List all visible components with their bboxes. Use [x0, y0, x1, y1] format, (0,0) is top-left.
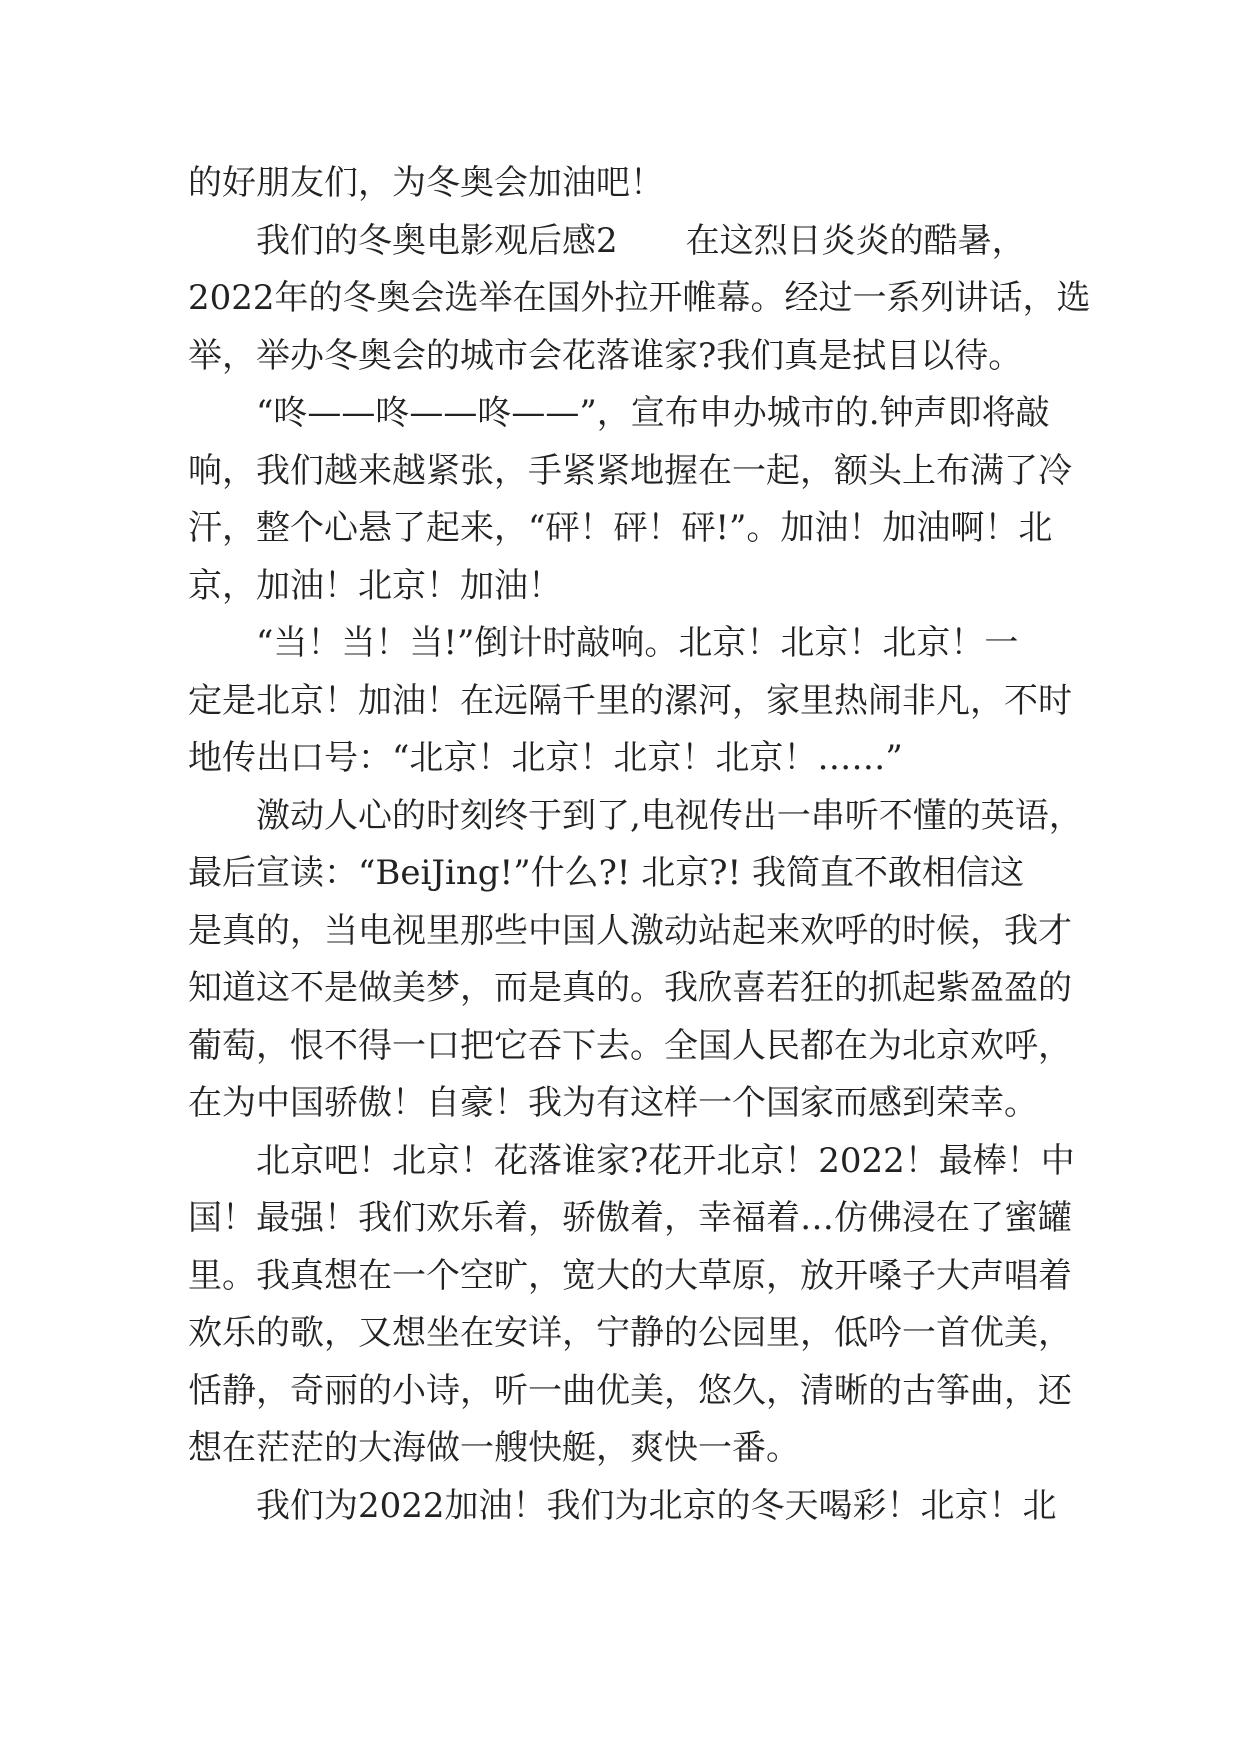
text-line: 知道这不是做美梦，而是真的。我欣喜若狂的抓起紫盈盈的: [188, 968, 1072, 1008]
text-line: 最后宣读：“BeiJing!”什么?! 北京?! 我简直不敢相信这: [188, 853, 1024, 893]
text-line: 里。我真想在一个空旷，宽大的大草原，放开嗓子大声唱着: [188, 1255, 1072, 1296]
text-line: 葡萄，恨不得一口把它吞下去。全国人民都在为北京欢呼，: [188, 1025, 1072, 1066]
text-line: “咚——咚——咚——”，宣布申办城市的.钟声即将敲: [256, 393, 1050, 433]
text-line: 北京吧！北京！花落谁家?花开北京！2022！最棒！中: [256, 1140, 1075, 1181]
text-line: 想在茫茫的大海做一艘快艇，爽快一番。: [188, 1428, 800, 1468]
text-line: 响，我们越来越紧张，手紧紧地握在一起，额头上布满了冷: [188, 450, 1072, 491]
text-line: 在为中国骄傲！自豪！我为有这样一个国家而感到荣幸。: [188, 1083, 1038, 1123]
text-line: 京，加油！北京！加油！: [188, 565, 562, 606]
text-line: 举，举办冬奥会的城市会花落谁家?我们真是拭目以待。: [188, 335, 1023, 376]
text-line: 恬静，奇丽的小诗，听一曲优美，悠久，清晰的古筝曲，还: [188, 1370, 1072, 1411]
text-line: 欢乐的歌，又想坐在安详，宁静的公园里，低吟一首优美，: [188, 1313, 1072, 1353]
text-line: 激动人心的时刻终于到了,电视传出一串听不懂的英语，: [256, 795, 1083, 836]
document-body: [188, 155, 1091, 1535]
text-line: 我们为2022加油！我们为北京的冬天喝彩！北京！北: [256, 1485, 1057, 1526]
text-line: 是真的，当电视里那些中国人激动站起来欢呼的时候，我才: [188, 910, 1072, 951]
text-line: 地传出口号：“北京！北京！北京！北京！……”: [188, 738, 903, 778]
text-line: “当！当！当!”倒计时敲响。北京！北京！北京！一: [256, 623, 1019, 663]
text-line: 的好朋友们，为冬奥会加油吧！: [188, 163, 664, 203]
text-line: 国！最强！我们欢乐着，骄傲着，幸福着…仿佛浸在了蜜罐: [188, 1198, 1072, 1238]
text-line: 定是北京！加油！在远隔千里的漯河，家里热闹非凡，不时: [188, 680, 1072, 721]
text-line: 我们的冬奥电影观后感2 在这烈日炎炎的酷暑，: [256, 220, 1026, 261]
text-line: 2022年的冬奥会选举在国外拉开帷幕。经过一系列讲话，选: [188, 278, 1091, 318]
text-line: 汗，整个心悬了起来，“砰！砰！砰!”。加油！加油啊！北: [188, 508, 1053, 548]
